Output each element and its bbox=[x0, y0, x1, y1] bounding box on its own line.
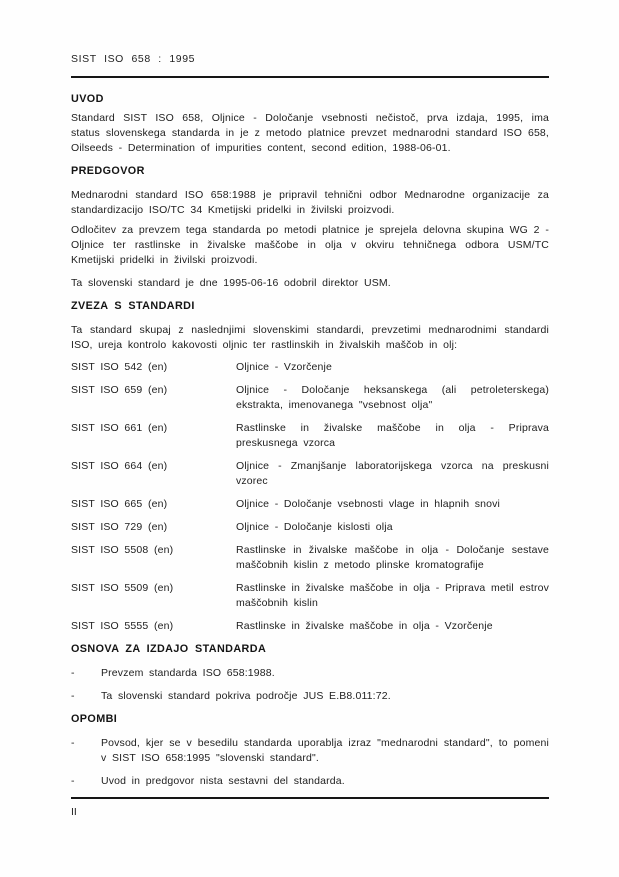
dash-bullet: - bbox=[71, 667, 75, 679]
standard-row bbox=[71, 421, 549, 451]
standard-row bbox=[71, 520, 549, 535]
dash-bullet: - bbox=[71, 690, 75, 702]
standard-row bbox=[71, 383, 549, 413]
standard-code: SIST ISO 5555 (en) bbox=[71, 620, 174, 632]
standard-row bbox=[71, 497, 549, 512]
footer-rule bbox=[71, 797, 549, 799]
standard-description: Oljnice - Določanje heksanskega (ali petroleterskega) ekstrakta, imenovanega "vsebnost olja" bbox=[236, 384, 549, 411]
standard-code: SIST ISO 665 (en) bbox=[71, 498, 168, 510]
standard-code: SIST ISO 661 (en) bbox=[71, 422, 168, 434]
header-rule bbox=[71, 76, 549, 78]
related-standards-list bbox=[71, 360, 549, 634]
standard-row bbox=[71, 619, 549, 634]
standard-code: SIST ISO 5509 (en) bbox=[71, 582, 174, 594]
standard-code: SIST ISO 5508 (en) bbox=[71, 544, 174, 556]
list-item bbox=[71, 736, 549, 766]
standard-description: Oljnice - Določanje vsebnosti vlage in hlapnih snovi bbox=[236, 498, 501, 510]
list-item-text: Uvod in predgovor nista sestavni del standarda. bbox=[101, 775, 345, 787]
paragraph-predgovor-3: Ta slovenski standard je dne 1995-06-16 odobril direktor USM. bbox=[71, 277, 391, 289]
paragraph-uvod: Standard SIST ISO 658, Oljnice - Določanje vsebnosti nečistoč, prva izdaja, 1995, ima status slovenskega standarda in je z metodo platnice prevzet mednarodni standard ISO 658, Oilseeds - Determination of impurities content, second edition, 1988-06-01. bbox=[71, 112, 549, 154]
page-footer bbox=[71, 797, 549, 820]
standard-description: Oljnice - Vzorčenje bbox=[236, 361, 332, 373]
section-title-predgovor: PREDGOVOR bbox=[71, 165, 145, 177]
paragraph-predgovor-2: Odločitev za prevzem tega standarda po metodi platnice je sprejela delovna skupina WG 2 - Oljnice ter rastlinske in živalske maščobe in olja v okviru tehničnega odbora USM/TC Kmetijski pridelki in živilski proizvodi. bbox=[71, 224, 549, 266]
standard-row bbox=[71, 459, 549, 489]
list-item-text: Ta slovenski standard pokriva področje JUS E.B8.011:72. bbox=[101, 690, 391, 702]
standard-description: Rastlinske in živalske maščobe in olja - Vzorčenje bbox=[236, 620, 493, 632]
standard-row bbox=[71, 581, 549, 611]
standard-code: SIST ISO 664 (en) bbox=[71, 460, 168, 472]
dash-bullet: - bbox=[71, 775, 75, 787]
standard-row bbox=[71, 543, 549, 573]
list-item bbox=[71, 666, 549, 681]
paragraph-predgovor-1: Mednarodni standard ISO 658:1988 je pripravil tehnični odbor Mednarodne organizacije za standardizacijo ISO/TC 34 Kmetijski pridelki in živilski proizvodi. bbox=[71, 189, 549, 216]
list-item-text: Prevzem standarda ISO 658:1988. bbox=[101, 667, 275, 679]
dash-bullet: - bbox=[71, 737, 75, 749]
list-item bbox=[71, 689, 549, 704]
standard-description: Oljnice - Določanje kislosti olja bbox=[236, 521, 393, 533]
standard-code: SIST ISO 729 (en) bbox=[71, 521, 168, 533]
standard-description: Rastlinske in živalske maščobe in olja - Priprava metil estrov maščobnih kislin bbox=[236, 582, 549, 609]
section-title-zveza-s-standardi: ZVEZA S STANDARDI bbox=[71, 300, 195, 312]
standard-description: Rastlinske in živalske maščobe in olja - Priprava preskusnega vzorca bbox=[236, 422, 549, 449]
standard-code: SIST ISO 542 (en) bbox=[71, 361, 168, 373]
list-item bbox=[71, 774, 549, 789]
standard-description: Rastlinske in živalske maščobe in olja - Določanje sestave maščobnih kislin z metodo plinske kromatografije bbox=[236, 544, 549, 571]
running-header bbox=[71, 53, 549, 66]
section-title-uvod: UVOD bbox=[71, 93, 104, 105]
standard-row bbox=[71, 360, 549, 375]
standard-description: Oljnice - Zmanjšanje laboratorijskega vzorca na preskusni vzorec bbox=[236, 460, 549, 487]
list-item-text: Povsod, kjer se v besedilu standarda uporablja izraz "mednarodni standard", to pomeni v SIST ISO 658:1995 "slovenski standard". bbox=[101, 737, 549, 764]
section-title-osnova: OSNOVA ZA IZDAJO STANDARDA bbox=[71, 643, 267, 655]
section-title-opombi: OPOMBI bbox=[71, 713, 118, 725]
document-reference: SIST ISO 658 : 1995 bbox=[71, 53, 196, 65]
paragraph-zveza-intro: Ta standard skupaj z naslednjimi slovenskimi standardi, prevzetimi mednarodnimi standardi ISO, ureja kontrolo kakovosti oljnic ter rastlinskih in živalskih maščob in olj: bbox=[71, 324, 549, 351]
page-number: II bbox=[71, 805, 77, 818]
standard-code: SIST ISO 659 (en) bbox=[71, 384, 168, 396]
